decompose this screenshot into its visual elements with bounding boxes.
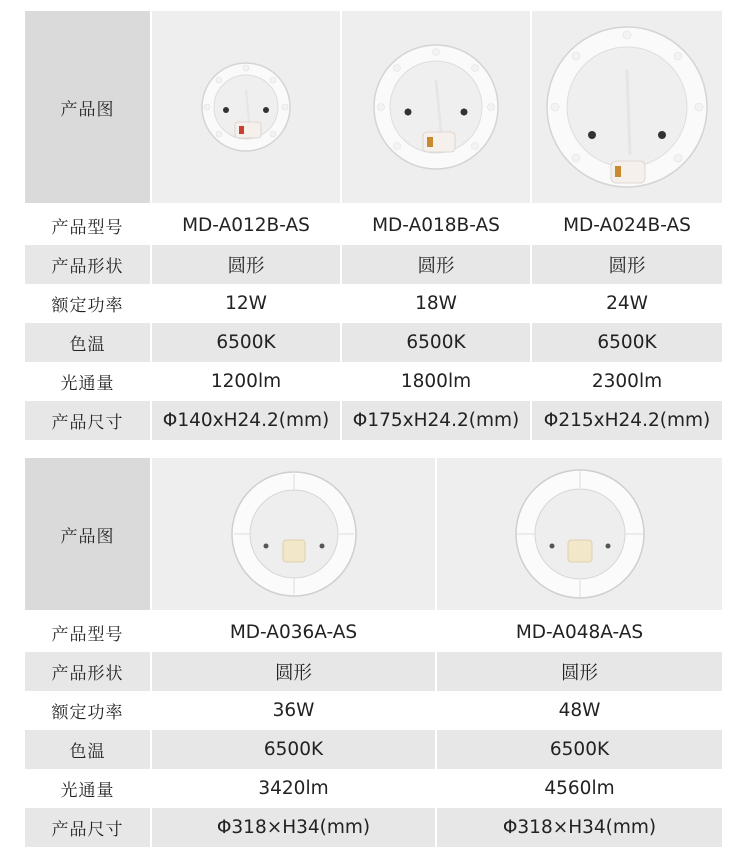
- row-shape: [25, 652, 722, 691]
- model-cell: MD-A018B-AS: [342, 206, 532, 245]
- row-label-shape: 产品形状: [25, 245, 152, 284]
- product-image-a012b: [152, 11, 342, 203]
- row-label-image: 产品图: [25, 11, 152, 203]
- product-image-a036a: [152, 458, 437, 610]
- row-label-cct: 色温: [25, 730, 152, 769]
- row-model: [25, 206, 722, 245]
- cct-cell: 6500K: [437, 730, 722, 769]
- row-label-cct: 色温: [25, 323, 152, 362]
- row-label-model: 产品型号: [25, 206, 152, 245]
- size-cell: Φ175xH24.2(mm): [342, 401, 532, 440]
- lumen-cell: 1200lm: [152, 362, 342, 401]
- power-cell: 36W: [152, 691, 437, 730]
- shape-cell: 圆形: [532, 245, 722, 284]
- row-lumen: [25, 769, 722, 808]
- product-image-row: [25, 458, 722, 613]
- row-lumen: [25, 362, 722, 401]
- size-cell: Φ140xH24.2(mm): [152, 401, 342, 440]
- model-cell: MD-A024B-AS: [532, 206, 722, 245]
- product-image-a048a: [437, 458, 722, 610]
- row-size: [25, 401, 722, 440]
- shape-cell: 圆形: [437, 652, 722, 691]
- size-cell: Φ318×H34(mm): [152, 808, 437, 847]
- row-cct: [25, 323, 722, 362]
- product-image-a018b: [342, 11, 532, 203]
- row-label-size: 产品尺寸: [25, 401, 152, 440]
- row-label-power: 额定功率: [25, 284, 152, 323]
- product-image-a024b: [532, 11, 722, 203]
- lumen-cell: 3420lm: [152, 769, 437, 808]
- spec-table-2: [25, 458, 722, 847]
- cct-cell: 6500K: [152, 323, 342, 362]
- spec-table-1: [25, 11, 722, 440]
- row-label-lumen: 光通量: [25, 362, 152, 401]
- power-cell: 12W: [152, 284, 342, 323]
- row-cct: [25, 730, 722, 769]
- lumen-cell: 1800lm: [342, 362, 532, 401]
- lumen-cell: 2300lm: [532, 362, 722, 401]
- row-size: [25, 808, 722, 847]
- lumen-cell: 4560lm: [437, 769, 722, 808]
- size-cell: Φ215xH24.2(mm): [532, 401, 722, 440]
- row-label-power: 额定功率: [25, 691, 152, 730]
- model-cell: MD-A036A-AS: [152, 613, 437, 652]
- model-cell: MD-A048A-AS: [437, 613, 722, 652]
- shape-cell: 圆形: [152, 245, 342, 284]
- row-power: [25, 691, 722, 730]
- power-cell: 18W: [342, 284, 532, 323]
- power-cell: 24W: [532, 284, 722, 323]
- row-label-model: 产品型号: [25, 613, 152, 652]
- row-model: [25, 613, 722, 652]
- row-shape: [25, 245, 722, 284]
- cct-cell: 6500K: [342, 323, 532, 362]
- shape-cell: 圆形: [342, 245, 532, 284]
- row-label-image: 产品图: [25, 458, 152, 610]
- power-cell: 48W: [437, 691, 722, 730]
- row-label-size: 产品尺寸: [25, 808, 152, 847]
- row-label-lumen: 光通量: [25, 769, 152, 808]
- row-power: [25, 284, 722, 323]
- size-cell: Φ318×H34(mm): [437, 808, 722, 847]
- cct-cell: 6500K: [152, 730, 437, 769]
- model-cell: MD-A012B-AS: [152, 206, 342, 245]
- row-label-shape: 产品形状: [25, 652, 152, 691]
- shape-cell: 圆形: [152, 652, 437, 691]
- cct-cell: 6500K: [532, 323, 722, 362]
- product-image-row: [25, 11, 722, 206]
